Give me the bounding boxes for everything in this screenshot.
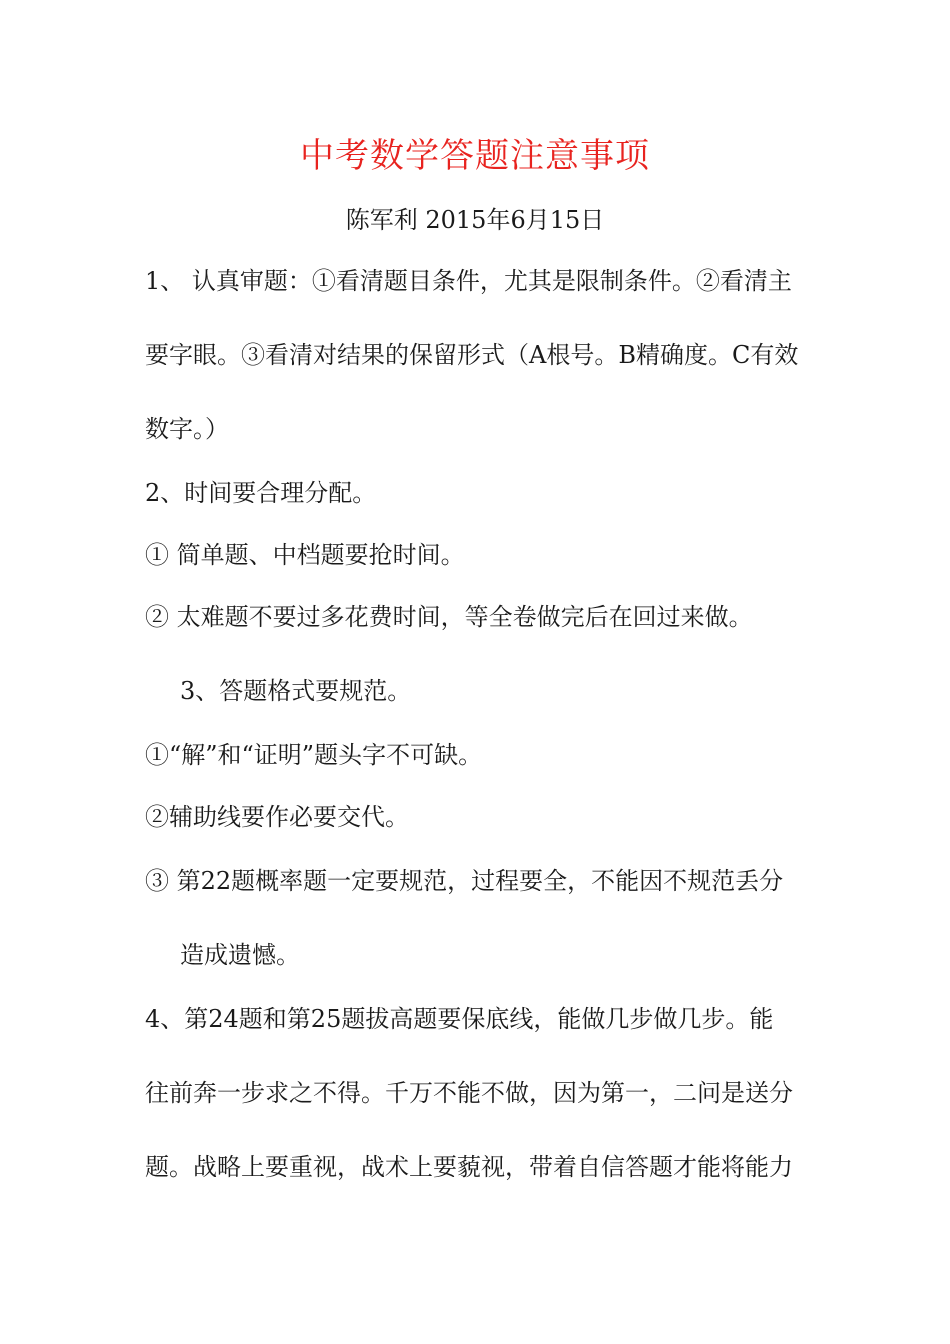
text-line: ③ 第22题概率题一定要规范，过程要全，不能因不规范丢分: [145, 867, 784, 895]
author-date-line: 陈军利 2015年6月15日: [345, 206, 605, 234]
text-line: 1、 认真审题：①看清题目条件，尤其是限制条件。②看清主: [145, 267, 792, 295]
text-line: 往前奔一步求之不得。千万不能不做，因为第一，二问是送分: [145, 1079, 793, 1107]
text-line: 题。战略上要重视，战术上要藐视，带着自信答题才能将能力: [145, 1153, 793, 1181]
text-line: 数字。）: [145, 415, 229, 443]
text-line: 要字眼。③看清对结果的保留形式（A根号。B精确度。C有效: [145, 341, 799, 369]
text-line: 4、第24题和第25题拔高题要保底线，能做几步做几步。能: [145, 1005, 774, 1033]
text-line: 3、答题格式要规范。: [180, 677, 412, 705]
text-line: ② 太难题不要过多花费时间，等全卷做完后在回过来做。: [145, 603, 753, 631]
text-line: ① 简单题、中档题要抢时间。: [145, 541, 465, 569]
text-line: 造成遗憾。: [180, 941, 300, 969]
text-line: ②辅助线要作必要交代。: [145, 803, 409, 831]
text-line: ①“解”和“证明”题头字不可缺。: [145, 741, 483, 769]
text-line: 2、时间要合理分配。: [145, 479, 377, 507]
document-title: 中考数学答题注意事项: [300, 136, 650, 176]
